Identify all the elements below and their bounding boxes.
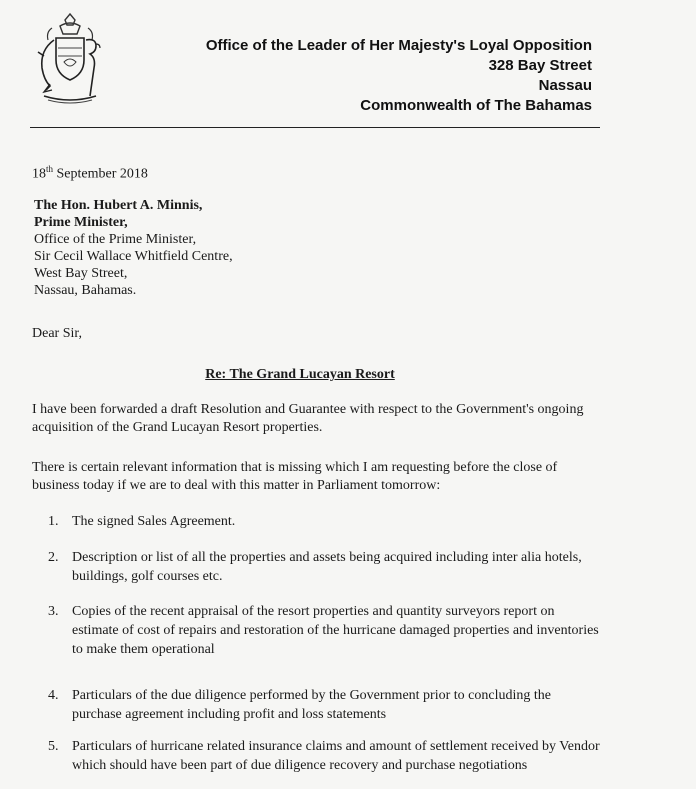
list-item-text: Particulars of hurricane related insurance claims and amount of settlement received by Vendor which should have been part of due diligence recovery and purchase negotiations (72, 739, 600, 773)
list-item-number: 5. (48, 739, 59, 754)
list-item-number: 2. (48, 550, 59, 565)
letterhead (206, 36, 592, 116)
addressee-street: West Bay Street, (34, 266, 128, 281)
paragraph-intro: I have been forwarded a draft Resolution and Guarantee with respect to the Government's ongoing acquisition of the Grand Lucayan Resort properties. (32, 402, 584, 435)
list-item-number: 1. (48, 514, 59, 529)
letterhead-street: 328 Bay Street (488, 57, 592, 74)
addressee-name: The Hon. Hubert A. Minnis, (34, 198, 203, 213)
letter-date (32, 164, 148, 183)
date-day: 18 (32, 166, 46, 182)
date-rest: September 2018 (53, 166, 148, 182)
letterhead-office: Office of the Leader of Her Majesty's Loyal Opposition (205, 37, 592, 54)
list-item-text: Copies of the recent appraisal of the resort properties and quantity surveyors report on estimate of cost of repairs and restoration of the hurricane damaged properties and inventories to make them operational (72, 604, 599, 657)
addressee-block (34, 197, 233, 299)
letterhead-country: Commonwealth of The Bahamas (360, 97, 592, 114)
addressee-office: Office of the Prime Minister, (34, 232, 197, 247)
addressee-title: Prime Minister, (34, 215, 128, 230)
list-item-text: The signed Sales Agreement. (72, 514, 236, 529)
addressee-city: Nassau, Bahamas. (34, 283, 137, 298)
list-item-text: Particulars of the due diligence performed by the Government prior to concluding the purchase agreement including profit and loss statements (72, 688, 551, 722)
salutation: Dear Sir, (32, 326, 82, 341)
date-suffix: th (46, 164, 54, 174)
list-item-number: 3. (48, 604, 59, 619)
addressee-building: Sir Cecil Wallace Whitfield Centre, (34, 249, 233, 264)
subject-line: Re: The Grand Lucayan Resort (205, 367, 395, 382)
paragraph-request: There is certain relevant information that is missing which I am requesting before the close of business today if we are to deal with this matter in Parliament tomorrow: (32, 460, 558, 493)
list-item-text: Description or list of all the properties and assets being acquired including inter alia hotels, buildings, golf courses etc. (72, 550, 582, 584)
coat-of-arms-icon (30, 10, 110, 108)
letterhead-city: Nassau (538, 77, 592, 94)
header-divider (30, 127, 600, 128)
list-item-number: 4. (48, 688, 59, 703)
